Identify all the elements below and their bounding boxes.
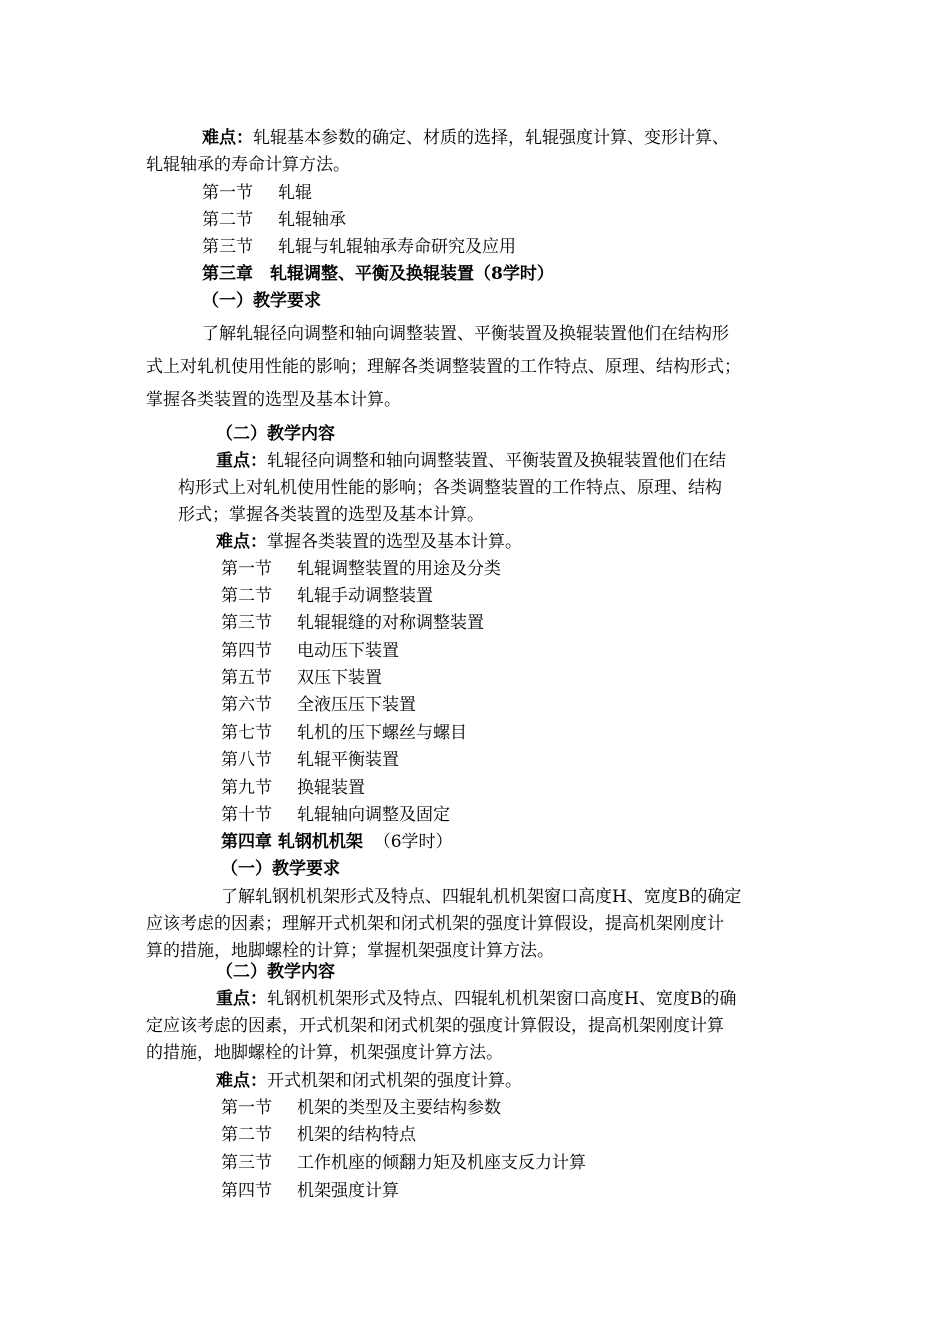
section-heading-content: （二）教学内容 (216, 424, 335, 444)
section-item: 第一节 轧辊调整装置的用途及分类 (221, 559, 501, 579)
paragraph-line: 算的措施，地脚螺栓的计算；掌握机架强度计算方法。 (146, 941, 554, 961)
difficulty-line (202, 127, 729, 149)
section-item: 第二节 轧辊手动调整装置 (221, 586, 433, 606)
difficulty-label: 难点： (202, 128, 253, 148)
chapter-title: 第四章 轧钢机机架 (221, 832, 363, 852)
section-item: 第九节 换辊装置 (221, 778, 365, 798)
key-points-line: 重点：轧钢机机架形式及特点、四辊轧机机架窗口高度H、宽度B的确 (216, 989, 737, 1009)
paragraph-line: 构形式上对轧机使用性能的影响；各类调整装置的工作特点、原理、结构 (178, 478, 722, 498)
chapter-title-line (221, 831, 453, 853)
section-item: 第四节 机架强度计算 (221, 1181, 399, 1201)
section-item: 第六节 全液压压下装置 (221, 695, 416, 715)
section-item: 第十节 轧辊轴向调整及固定 (221, 805, 450, 825)
section-item: 第二节 机架的结构特点 (221, 1125, 416, 1145)
section-item: 第七节 轧机的压下螺丝与螺目 (221, 723, 467, 743)
paragraph-line: 了解轧钢机机架形式及特点、四辊轧机机架窗口高度H、宽度B的确定 (221, 887, 742, 907)
section-item: 第二节 轧辊轴承 (202, 210, 346, 230)
paragraph-line: 式上对轧机使用性能的影响；理解各类调整装置的工作特点、原理、结构形式； (146, 357, 741, 377)
difficulty-label: 难点： (216, 532, 267, 552)
paragraph-line: 掌握各类装置的选型及基本计算。 (146, 390, 401, 410)
section-heading-requirements: （一）教学要求 (221, 859, 340, 879)
paragraph-line: 应该考虑的因素；理解开式机架和闭式机架的强度计算假设，提高机架刚度计 (146, 914, 724, 934)
key-points-label: 重点： (216, 451, 267, 471)
key-points-line: 重点：轧辊径向调整和轴向调整装置、平衡装置及换辊装置他们在结 (216, 451, 726, 471)
chapter-title: 第三章 轧辊调整、平衡及换辊装置（8学时） (202, 264, 554, 284)
section-item: 第三节 轧辊辊缝的对称调整装置 (221, 613, 484, 633)
difficulty-line: 难点：掌握各类装置的选型及基本计算。 (216, 532, 522, 552)
section-item: 第五节 双压下装置 (221, 668, 382, 688)
section-item: 第一节 轧辊 (202, 183, 312, 203)
section-heading-content: （二）教学内容 (216, 962, 335, 982)
paragraph-line: 形式；掌握各类装置的选型及基本计算。 (178, 505, 484, 525)
section-item: 第八节 轧辊平衡装置 (221, 750, 399, 770)
chapter-hours: （6学时） (373, 832, 453, 852)
section-item: 第一节 机架的类型及主要结构参数 (221, 1098, 501, 1118)
difficulty-line: 难点：开式机架和闭式机架的强度计算。 (216, 1071, 522, 1091)
paragraph-line: 了解轧辊径向调整和轴向调整装置、平衡装置及换辊装置他们在结构形 (202, 324, 729, 344)
difficulty-text: 轧辊基本参数的确定、材质的选择，轧辊强度计算、变形计算、 (253, 128, 729, 148)
difficulty-label: 难点： (216, 1071, 267, 1091)
section-heading-requirements: （一）教学要求 (202, 291, 321, 311)
paragraph-line: 的措施，地脚螺栓的计算，机架强度计算方法。 (146, 1043, 503, 1063)
section-item: 第三节 工作机座的倾翻力矩及机座支反力计算 (221, 1153, 586, 1173)
paragraph-line: 定应该考虑的因素，开式机架和闭式机架的强度计算假设，提高机架刚度计算 (146, 1016, 724, 1036)
difficulty-text-cont: 轧辊轴承的寿命计算方法。 (146, 155, 350, 175)
key-points-label: 重点： (216, 989, 267, 1009)
section-item: 第四节 电动压下装置 (221, 641, 399, 661)
section-item: 第三节 轧辊与轧辊轴承寿命研究及应用 (202, 237, 516, 257)
